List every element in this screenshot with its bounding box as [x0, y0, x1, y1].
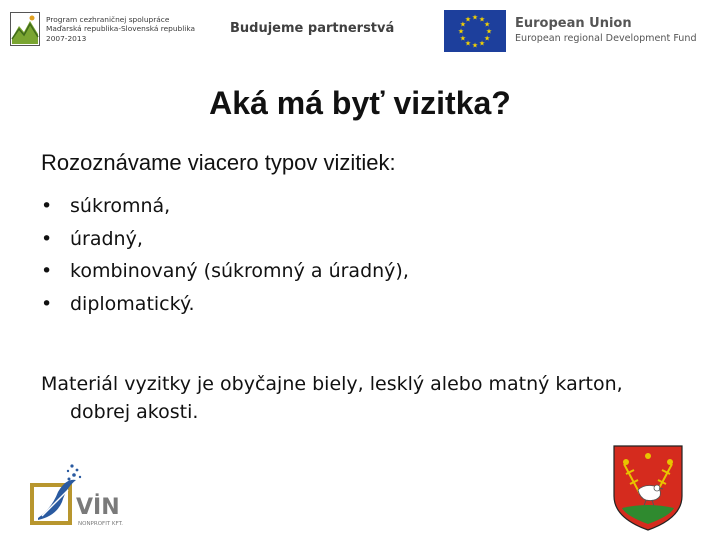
list-item [41, 190, 409, 223]
coat-of-arms-icon [612, 444, 684, 532]
intro-text: Rozoznávame viacero typov vizitiek: [41, 150, 396, 175]
program-name [46, 15, 195, 43]
svg-text:★: ★ [485, 27, 493, 36]
list-item-text: úradný, [70, 227, 143, 250]
eu-flag-icon [444, 10, 506, 52]
list-item [41, 223, 409, 256]
svg-text:★: ★ [478, 39, 486, 48]
program-line: Program cezhraničnej spolupráce [46, 15, 170, 24]
bullet-icon: • [41, 292, 53, 315]
svg-text:★: ★ [478, 15, 486, 24]
svg-text:★: ★ [459, 34, 467, 43]
vin-logo-icon [28, 462, 148, 534]
svg-text:★: ★ [471, 13, 479, 22]
svg-text:★: ★ [464, 39, 472, 48]
eu-subtitle: European regional Development Fund [515, 33, 697, 44]
material-paragraph: Materiál vyzitky je obyčajne biely, lesklý alebo matný karton, dobrej akosti. [41, 373, 623, 423]
list-item [41, 255, 409, 288]
program-logo-icon [10, 12, 40, 46]
svg-text:★: ★ [483, 34, 491, 43]
svg-text:★: ★ [457, 27, 465, 36]
vin-tagline: NONPROFIT KFT. [78, 521, 124, 527]
slide-title: Aká má byť vizitka? [209, 85, 511, 121]
svg-text:★: ★ [464, 15, 472, 24]
svg-text:★: ★ [459, 20, 467, 29]
list-item-text: súkromná, [70, 195, 171, 217]
bullet-icon: • [41, 195, 53, 217]
header [0, 0, 720, 62]
svg-text:★: ★ [471, 41, 479, 50]
eu-title: European Union [515, 16, 632, 31]
bullet-icon: • [41, 227, 53, 250]
bullet-list [41, 190, 409, 320]
eu-label [515, 16, 697, 45]
bullet-icon: • [41, 260, 53, 282]
vin-wordmark: VİN [76, 495, 120, 520]
svg-text:★: ★ [483, 20, 491, 29]
program-line: 2007-2013 [46, 33, 87, 43]
list-item-text: diplomatický. [70, 292, 195, 315]
program-line: Maďarská republika-Slovenská republika [46, 24, 196, 34]
list-item [41, 288, 409, 321]
list-item-text: kombinovaný (súkromný a úradný), [70, 260, 409, 282]
slogan: Budujeme partnerstvá [230, 21, 395, 36]
